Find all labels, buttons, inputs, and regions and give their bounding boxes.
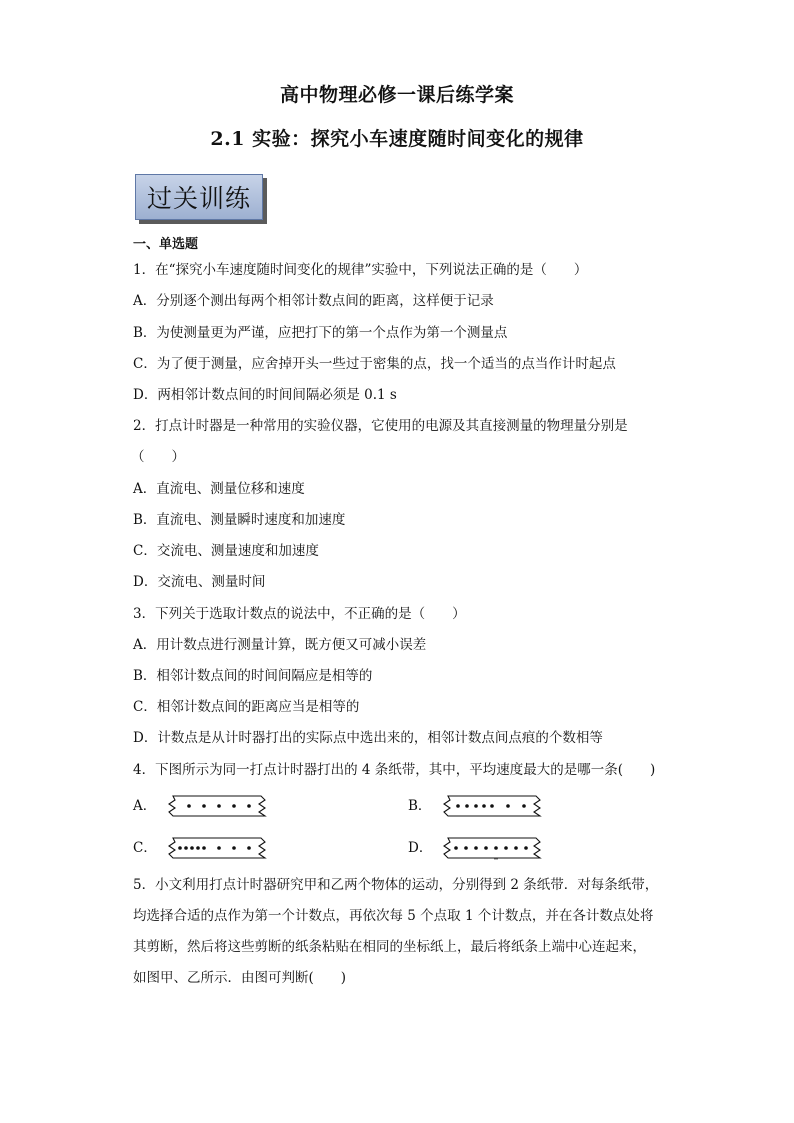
tape-dot xyxy=(190,846,194,850)
question-1-option-b: B．为使测量更为严谨，应把打下的第一个点作为第一个测量点 xyxy=(133,325,508,341)
tape-dot xyxy=(247,846,251,850)
paper-tape-c xyxy=(163,835,275,861)
tape-dot xyxy=(464,846,468,850)
question-1-stem: 1．在“探究小车速度随时间变化的规律”实验中，下列说法正确的是（ ） xyxy=(133,262,588,278)
tape-dot xyxy=(454,846,458,850)
question-3-option-b: B．相邻计数点间的时间间隔应是相等的 xyxy=(133,668,373,684)
tape-dot xyxy=(232,804,236,808)
question-3-option-c: C．相邻计数点间的距离应当是相等的 xyxy=(133,699,360,715)
tape-label-a: A． xyxy=(133,798,157,814)
question-3-stem: 3．下列关于选取计数点的说法中，不正确的是（ ） xyxy=(133,606,466,622)
tape-dot xyxy=(474,804,478,808)
tape-dot xyxy=(474,846,478,850)
tape-label-c: C． xyxy=(133,840,157,856)
question-3-option-d: D．计数点是从计时器打出的实际点中选出来的，相邻计数点间点痕的个数相等 xyxy=(133,730,603,746)
question-3-option-a: A．用计数点进行测量计算，既方便又可减小误差 xyxy=(133,637,427,653)
tape-dot xyxy=(506,804,510,808)
tape-dot xyxy=(484,846,488,850)
tape-dot xyxy=(202,804,206,808)
question-2-option-c: C．交流电、测量速度和加速度 xyxy=(133,543,319,559)
paper-tape-b xyxy=(438,793,550,819)
tape-dot xyxy=(184,846,188,850)
tape-dot xyxy=(196,846,200,850)
question-1-option-c: C．为了便于测量，应舍掉开头一些过于密集的点，找一个适当的点当作计时起点 xyxy=(133,356,616,372)
question-4-stem: 4．下图所示为同一打点计时器打出的 4 条纸带，其中，平均速度最大的是哪一条( ) xyxy=(133,762,656,778)
tape-dot xyxy=(465,804,469,808)
tape-dot xyxy=(490,804,494,808)
question-2-stem: 2．打点计时器是一种常用的实验仪器，它使用的电源及其直接测量的物理量分别是 xyxy=(133,418,628,434)
question-5-line-4: 如图甲、乙所示．由图可判断( ) xyxy=(133,970,347,986)
question-5-line-2: 均选择合适的点作为第一个计数点，再依次每 5 个点取 1 个计数点，并在各计数点处将 xyxy=(133,908,654,924)
question-1-option-d: D．两相邻计数点间的时间间隔必须是 0.1 s xyxy=(133,387,397,403)
tape-dot xyxy=(202,846,206,850)
tape-dot xyxy=(232,846,236,850)
tape-dot xyxy=(482,804,486,808)
document-subtitle: 2.1 实验：探究小车速度随时间变化的规律 xyxy=(210,128,584,150)
paper-tape-a xyxy=(163,793,275,819)
question-5-line-3: 其剪断，然后将这些剪断的纸条粘贴在相同的坐标纸上，最后将纸条上端中心连起来， xyxy=(133,939,646,955)
question-2-stem-continued: （ ） xyxy=(131,449,185,465)
question-2-option-d: D．交流电、测量时间 xyxy=(133,574,266,590)
tape-dot xyxy=(187,804,191,808)
question-1-option-a: A．分别逐个测出每两个相邻计数点间的距离，这样便于记录 xyxy=(133,293,494,309)
tape-dot xyxy=(178,846,182,850)
document-title: 高中物理必修一课后练学案 xyxy=(279,84,514,106)
tape-dot xyxy=(247,804,251,808)
tape-dot xyxy=(522,804,526,808)
question-2-option-b: B．直流电、测量瞬时速度和加速度 xyxy=(133,512,346,528)
tape-dot xyxy=(504,846,508,850)
paper-tape-d xyxy=(438,835,550,861)
question-5-line-1: 5．小文利用打点计时器研究甲和乙两个物体的运动，分别得到 2 条纸带．对每条纸带， xyxy=(133,877,659,893)
section-badge: 过关训练 xyxy=(135,174,263,220)
question-2-option-a: A．直流电、测量位移和速度 xyxy=(133,481,305,497)
tape-dot xyxy=(494,846,498,850)
tape-dot xyxy=(217,846,221,850)
tape-dot xyxy=(217,804,221,808)
tape-label-b: B． xyxy=(408,798,432,814)
tape-label-d: D． xyxy=(408,840,433,856)
tape-dot xyxy=(456,804,460,808)
tape-dot xyxy=(524,846,528,850)
section-heading: 一、单选题 xyxy=(133,237,199,252)
tape-dot xyxy=(514,846,518,850)
